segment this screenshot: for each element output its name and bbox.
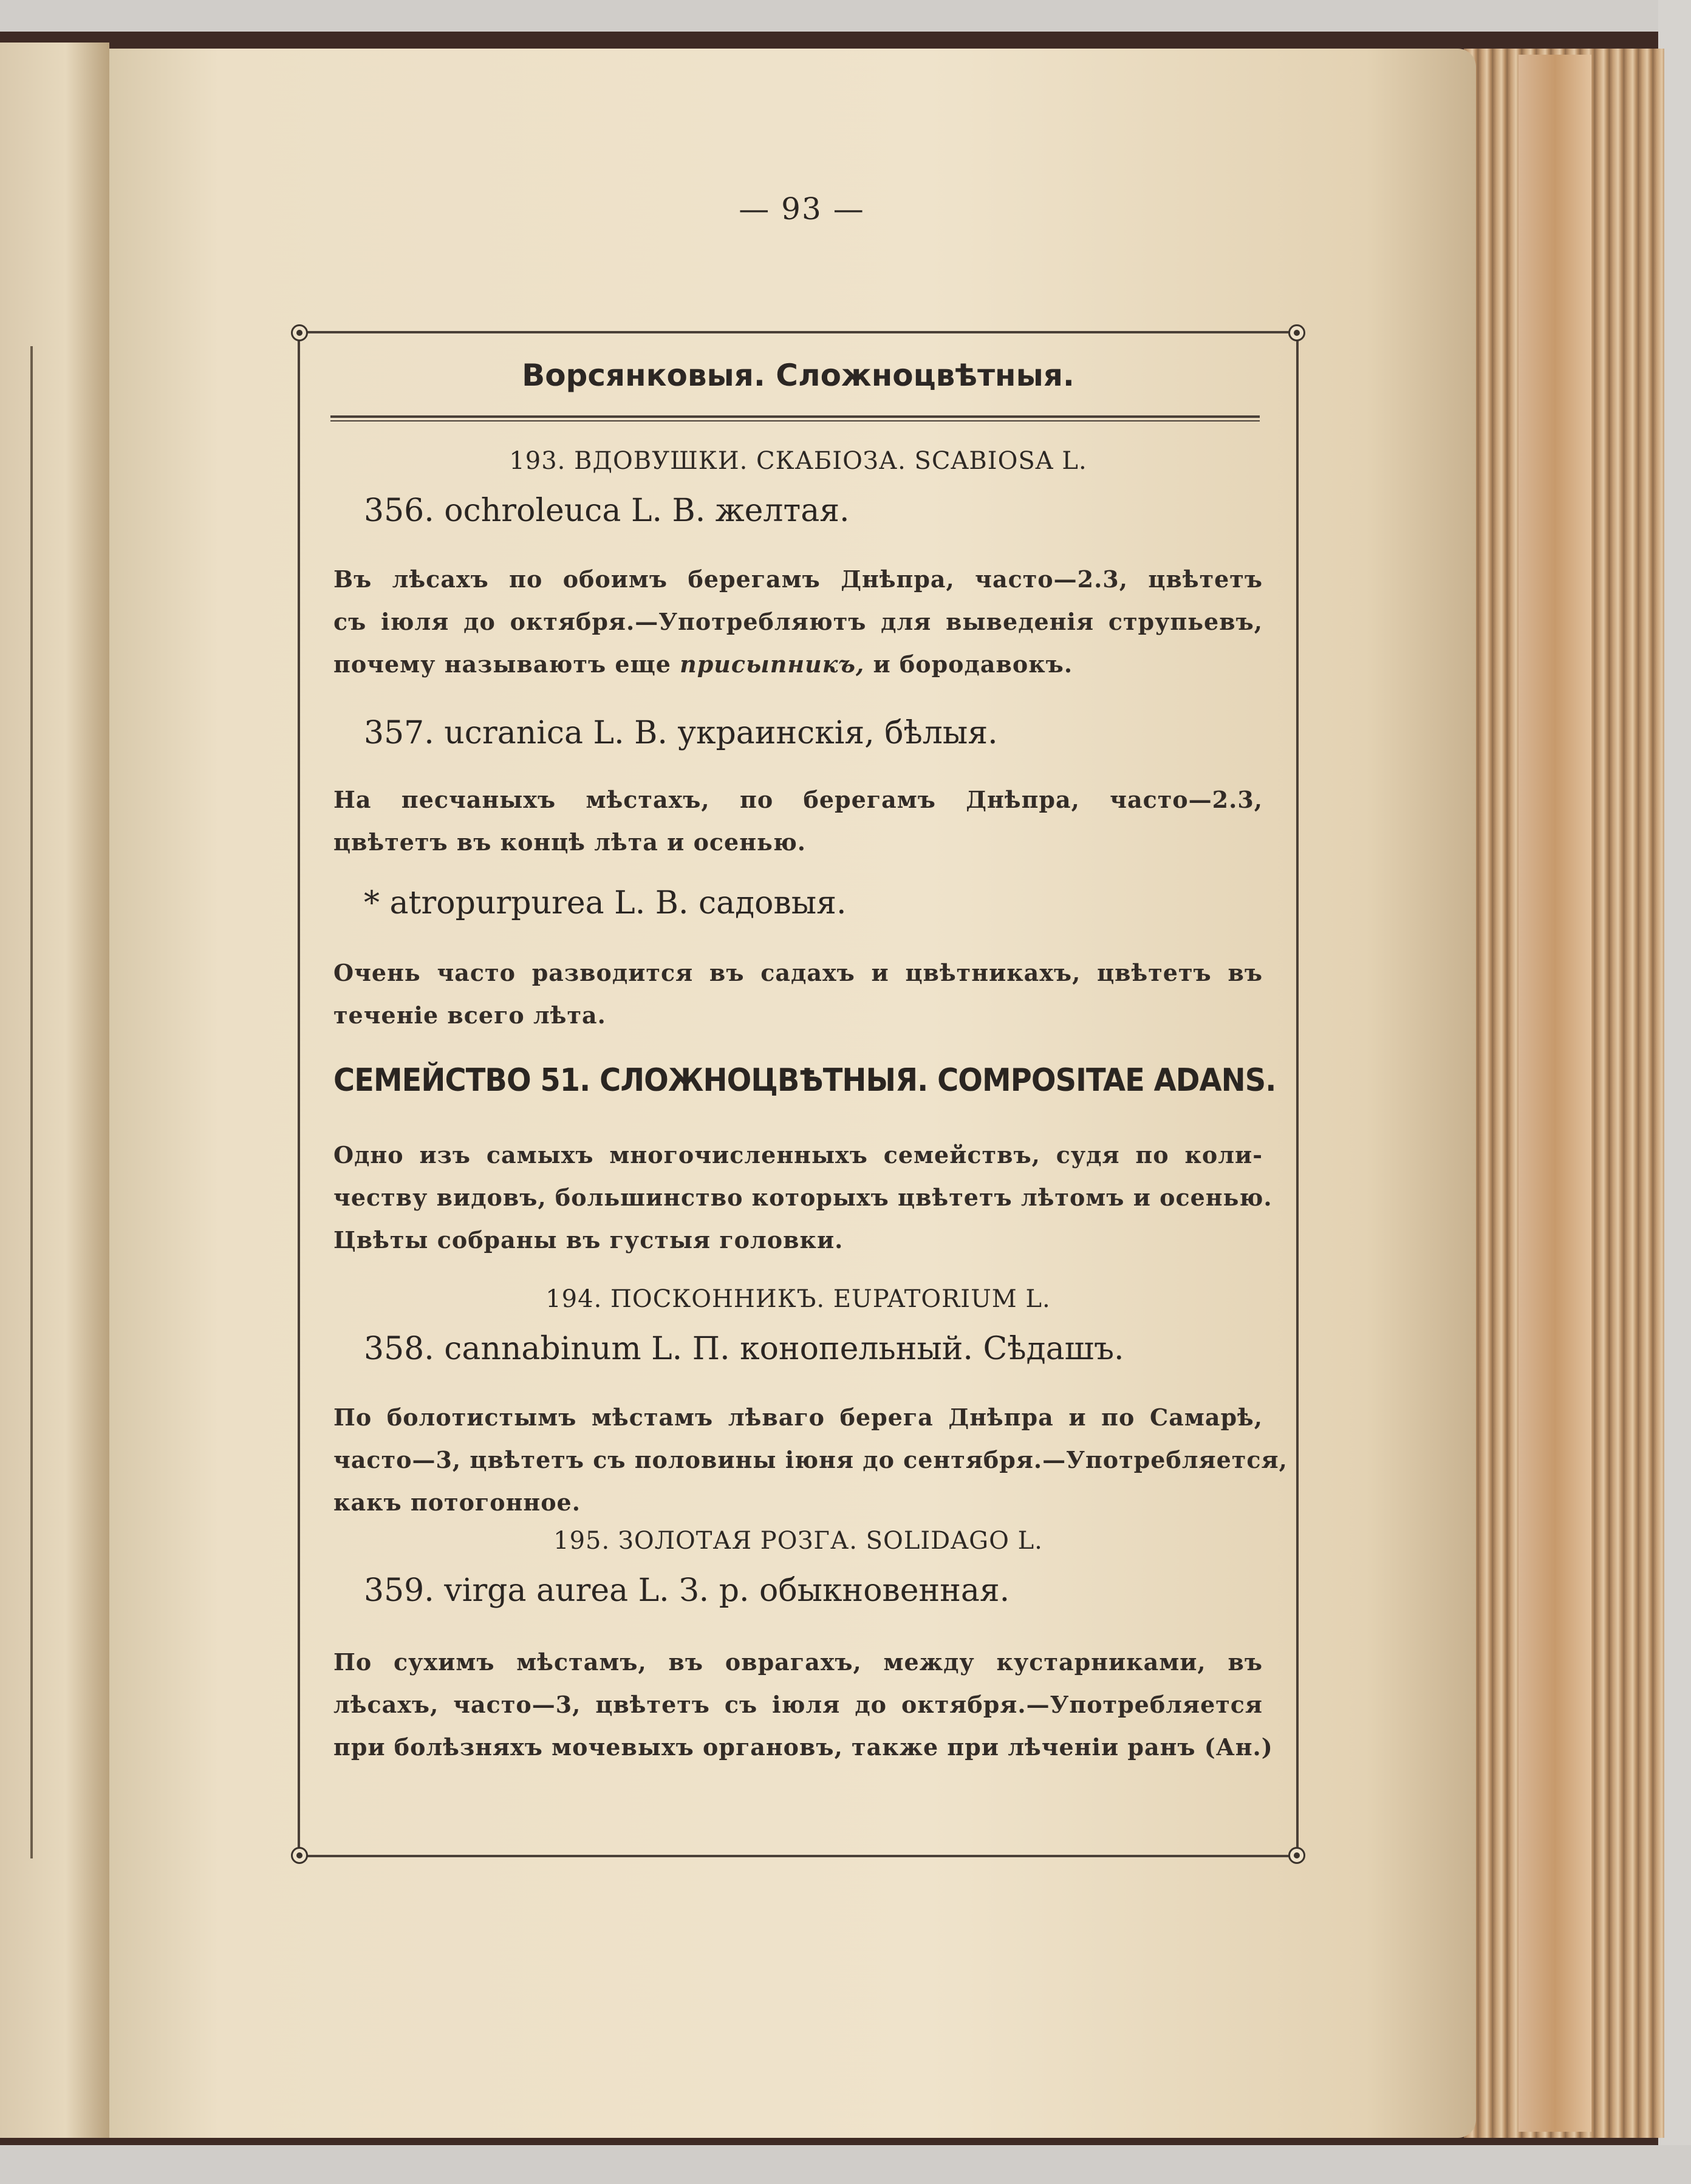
species-356-text-line [333,650,1263,678]
text-run: и бородавокъ. [864,650,1073,678]
species-358-text-line: По болотистымъ мѣстамъ лѣваго берега Днѣпра и по Самарѣ, [333,1404,1263,1431]
species-356-text-line: Въ лѣсахъ по обоимъ берегамъ Днѣпра, часто—2.3, цвѣтетъ [333,565,1263,593]
scan-background-bottom [0,2145,1691,2184]
family-heading-text: СЕМЕЙСТВО 51. СЛОЖНОЦВѢТНЫЯ. COMPOSITAE ADANS. [333,1062,1276,1099]
frame-corner-ornament [291,324,308,341]
family-51-text-line: Одно изъ самыхъ многочисленныхъ семействъ, судя по коли- [333,1141,1263,1169]
species-358-text-line: часто—3, цвѣтетъ съ половины іюня до сентября.—Употребляется, [333,1446,1288,1473]
left-page-border-rule [30,346,33,1858]
text-frame [298,331,1299,1857]
species-atropurpurea-text-line: теченіе всего лѣта. [333,1002,606,1029]
species-356-text-line: съ іюля до октября.—Употребляютъ для выведенія струпьевъ, [333,608,1263,635]
italic-term: присыпникъ, [680,650,865,678]
left-facing-page [0,43,109,2138]
page-stack-edges-inner [1518,55,1591,2132]
family-51-text-line: Цвѣты собраны въ густыя головки. [333,1226,844,1254]
species-heading-atropurpurea: * atropurpurea L. В. садовыя. [364,885,847,921]
running-header: Ворсянковыя. Сложноцвѣтныя. [522,358,1074,393]
header-rule-thin [330,420,1260,421]
book-page [109,49,1476,2138]
species-359-text-line: лѣсахъ, часто—3, цвѣтетъ съ іюля до октября.—Употребляется [333,1691,1263,1718]
species-359-text-line: По сухимъ мѣстамъ, въ оврагахъ, между кустарниками, въ [333,1648,1263,1676]
genus-heading-195: 195. ЗОЛОТАЯ РОЗГА. SOLIDAGO L. [553,1527,1043,1555]
species-357-text-line: На песчаныхъ мѣстахъ, по берегамъ Днѣпра, часто—2.3, [333,786,1263,813]
species-heading-356: 356. ochroleuca L. В. желтая. [364,493,850,529]
species-heading-358: 358. cannabinum L. П. конопельный. Сѣдашъ. [364,1331,1124,1367]
family-51-text-line: честву видовъ, большинство которыхъ цвѣтетъ лѣтомъ и осенью. [333,1184,1273,1211]
species-heading-359: 359. virga aurea L. З. р. обыкновенная. [364,1572,1010,1609]
scan-background-top [0,0,1691,32]
family-heading-51 [333,1062,1276,1099]
species-359-text-line: при болѣзняхъ мочевыхъ органовъ, также при лѣченіи ранъ (Ан.) [333,1733,1273,1761]
genus-heading-193: 193. ВДОВУШКИ. СКАБІОЗА. SCABIOSA L. [509,447,1087,475]
frame-corner-ornament [291,1847,308,1864]
frame-corner-ornament [1288,1847,1305,1864]
text-run: почему называютъ еще [333,650,680,678]
header-rule-thick [330,415,1260,418]
page-number: — 93 — [739,191,865,227]
frame-corner-ornament [1288,324,1305,341]
species-358-text-line: какъ потогонное. [333,1489,581,1516]
species-heading-357: 357. ucranica L. В. украинскія, бѣлыя. [364,715,998,751]
species-357-text-line: цвѣтетъ въ концѣ лѣта и осенью. [333,828,807,856]
genus-heading-194: 194. ПОСКОННИКЪ. EUPATORIUM L. [545,1285,1051,1313]
species-atropurpurea-text-line: Очень часто разводится въ садахъ и цвѣтникахъ, цвѣтетъ въ [333,959,1263,986]
